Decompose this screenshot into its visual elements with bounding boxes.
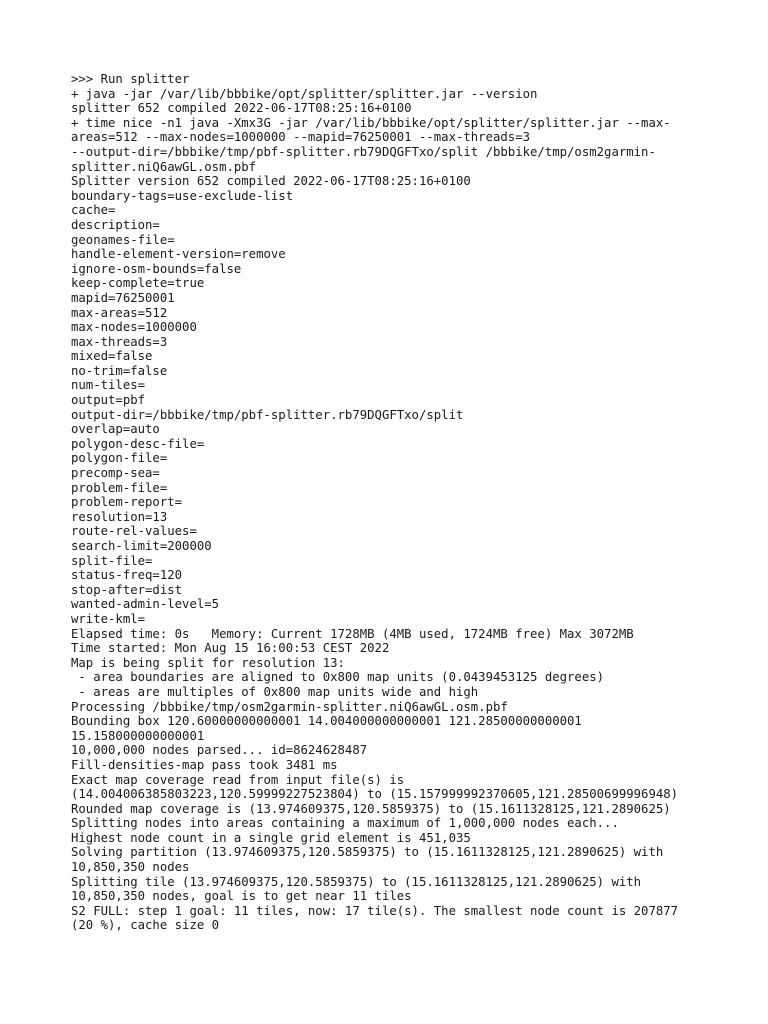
log-line: keep-complete=true	[71, 276, 205, 291]
log-line: search-limit=200000	[71, 539, 212, 553]
log-line: - area boundaries are aligned to 0x800 map units (0.0439453125 degrees)	[71, 670, 605, 685]
log-line: + java -jar /var/lib/bbbike/opt/splitter/splitter.jar --version	[71, 86, 538, 101]
log-line: (20 %), cache size 0	[71, 918, 220, 933]
log-line: Elapsed time: 0s Memory: Current 1728MB (4MB used, 1724MB free) Max 3072MB	[71, 626, 634, 641]
log-line: Splitter version 652 compiled 2022-06-17T08:25:16+0100	[71, 174, 471, 189]
log-line: description=	[71, 217, 160, 232]
log-line: Bounding box 120.60000000000001 14.004000000000001 121.28500000000001	[71, 714, 582, 729]
log-line: wanted-admin-level=5	[71, 597, 220, 612]
log-line: boundary-tags=use-exclude-list	[71, 188, 294, 203]
log-line: write-kml=	[71, 611, 146, 626]
log-line: mapid=76250001	[71, 290, 175, 305]
log-line: num-tiles=	[71, 378, 146, 393]
log-line: polygon-desc-file=	[71, 436, 205, 451]
log-line: problem-file=	[71, 480, 168, 495]
log-line: max-areas=512	[71, 305, 168, 320]
log-line: --output-dir=/bbbike/tmp/pbf-splitter.rb79DQGFTxo/split /bbbike/tmp/osm2garmin-	[71, 144, 656, 159]
log-line: overlap=auto	[71, 422, 160, 437]
log-line: output-dir=/bbbike/tmp/pbf-splitter.rb79DQGFTxo/split	[71, 407, 464, 422]
log-line: max-threads=3	[71, 334, 168, 349]
log-line: route-rel-values=	[71, 524, 197, 539]
log-line: cache=	[71, 203, 116, 218]
log-line: Processing /bbbike/tmp/osm2garmin-splitter.niQ6awGL.osm.pbf	[71, 699, 508, 714]
log-line: ignore-osm-bounds=false	[71, 261, 242, 276]
log-line: 10,850,350 nodes, goal is to get near 11 tiles	[71, 889, 412, 904]
log-line: Map is being split for resolution 13:	[71, 655, 345, 670]
log-line: Time started: Mon Aug 15 16:00:53 CEST 2022	[71, 641, 390, 656]
log-line: geonames-file=	[71, 232, 175, 247]
log-line: (14.004006385803223,120.59999227523804) to (15.157999992370605,121.28500699996948)	[71, 787, 679, 802]
log-line: max-nodes=1000000	[71, 320, 197, 335]
console-log	[71, 72, 751, 933]
log-line: areas=512 --max-nodes=1000000 --mapid=76250001 --max-threads=3	[71, 130, 531, 145]
log-line: Rounded map coverage is (13.974609375,120.5859375) to (15.1611328125,121.2890625)	[71, 801, 671, 816]
log-line: >>> Run splitter	[71, 72, 190, 86]
log-line: status-freq=120	[71, 568, 183, 583]
log-line: resolution=13	[71, 509, 168, 524]
log-line: precomp-sea=	[71, 466, 160, 481]
log-line: Highest node count in a single grid element is 451,035	[71, 830, 471, 845]
log-line: splitter.niQ6awGL.osm.pbf	[71, 159, 257, 174]
log-line: mixed=false	[71, 349, 153, 364]
log-line: Splitting nodes into areas containing a maximum of 1,000,000 nodes each...	[71, 816, 619, 831]
log-line: S2 FULL: step 1 goal: 11 tiles, now: 17 tile(s). The smallest node count is 207877	[71, 903, 679, 918]
log-line: Solving partition (13.974609375,120.5859375) to (15.1611328125,121.2890625) with	[71, 845, 664, 860]
log-line: handle-element-version=remove	[71, 247, 286, 262]
log-line: output=pbf	[71, 393, 146, 408]
log-line: splitter 652 compiled 2022-06-17T08:25:16+0100	[71, 101, 412, 116]
log-line: polygon-file=	[71, 451, 168, 466]
log-line: split-file=	[71, 553, 153, 568]
log-line: Exact map coverage read from input file(s) is	[71, 772, 405, 787]
log-line: no-trim=false	[71, 363, 168, 378]
log-line: 15.158000000000001	[71, 728, 205, 743]
log-line: Fill-densities-map pass took 3481 ms	[71, 757, 338, 772]
log-line: problem-report=	[71, 495, 183, 510]
log-line: + time nice -n1 java -Xmx3G -jar /var/lib/bbbike/opt/splitter/splitter.jar --max-	[71, 115, 671, 130]
log-line: stop-after=dist	[71, 582, 183, 597]
log-line: 10,000,000 nodes parsed... id=8624628487	[71, 743, 368, 758]
log-line: - areas are multiples of 0x800 map units wide and high	[71, 684, 479, 699]
log-line: 10,850,350 nodes	[71, 860, 190, 875]
log-line: Splitting tile (13.974609375,120.5859375) to (15.1611328125,121.2890625) with	[71, 874, 642, 889]
